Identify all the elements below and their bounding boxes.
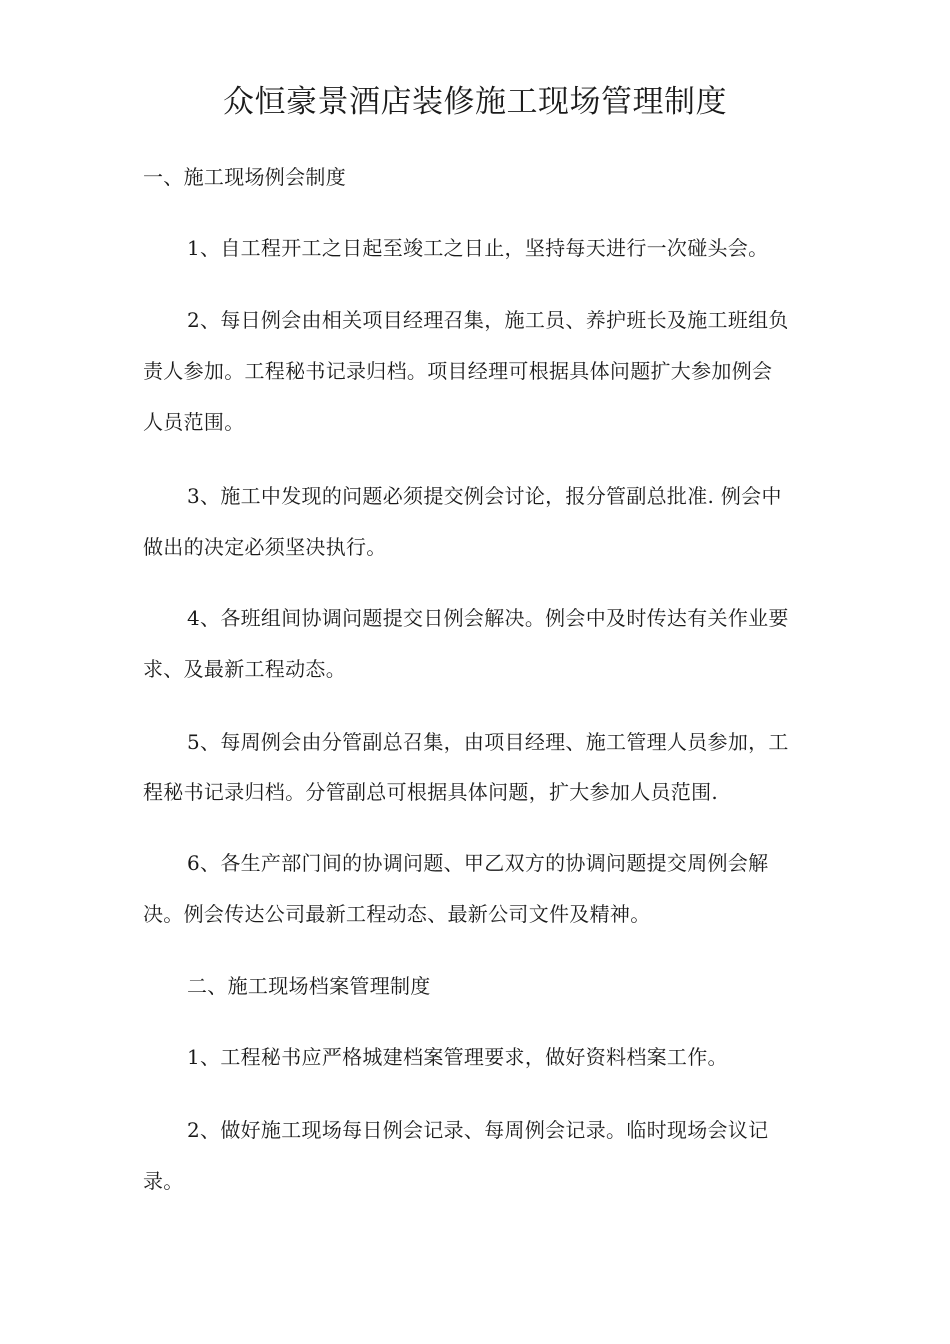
paragraph-1-4-line-1: 4、各班组间协调问题提交日例会解决。例会中及时传达有关作业要 [187,606,789,630]
paragraph-2-1: 1、工程秘书应严格城建档案管理要求，做好资料档案工作。 [187,1045,728,1069]
paragraph-2-2-line-1: 2、做好施工现场每日例会记录、每周例会记录。临时现场会议记 [187,1118,769,1142]
paragraph-1-4-line-2: 求、及最新工程动态。 [143,657,346,681]
paragraph-1-5-line-1: 5、每周例会由分管副总召集，由项目经理、施工管理人员参加，工 [187,730,789,754]
section-heading-2: 二、施工现场档案管理制度 [187,974,431,998]
paragraph-1-3-line-2: 做出的决定必须坚决执行。 [143,535,387,559]
paragraph-1-1: 1、自工程开工之日起至竣工之日止，坚持每天进行一次碰头会。 [187,236,769,260]
section-heading-1: 一、施工现场例会制度 [143,165,346,189]
paragraph-1-6-line-2: 决。例会传达公司最新工程动态、最新公司文件及精神。 [143,902,651,926]
paragraph-1-3-line-1: 3、施工中发现的问题必须提交例会讨论，报分管副总批准. 例会中 [187,484,782,508]
paragraph-1-2-line-3: 人员范围。 [143,410,245,434]
paragraph-1-2-line-2: 责人参加。工程秘书记录归档。项目经理可根据具体问题扩大参加例会 [143,359,773,383]
paragraph-1-5-line-2: 程秘书记录归档。分管副总可根据具体问题，扩大参加人员范围. [143,780,719,804]
paragraph-2-2-line-2: 录。 [143,1169,184,1193]
document-title: 众恒豪景酒店装修施工现场管理制度 [223,84,727,120]
paragraph-1-6-line-1: 6、各生产部门间的协调问题、甲乙双方的协调问题提交周例会解 [187,851,769,875]
paragraph-1-2-line-1: 2、每日例会由相关项目经理召集，施工员、养护班长及施工班组负 [187,308,789,332]
